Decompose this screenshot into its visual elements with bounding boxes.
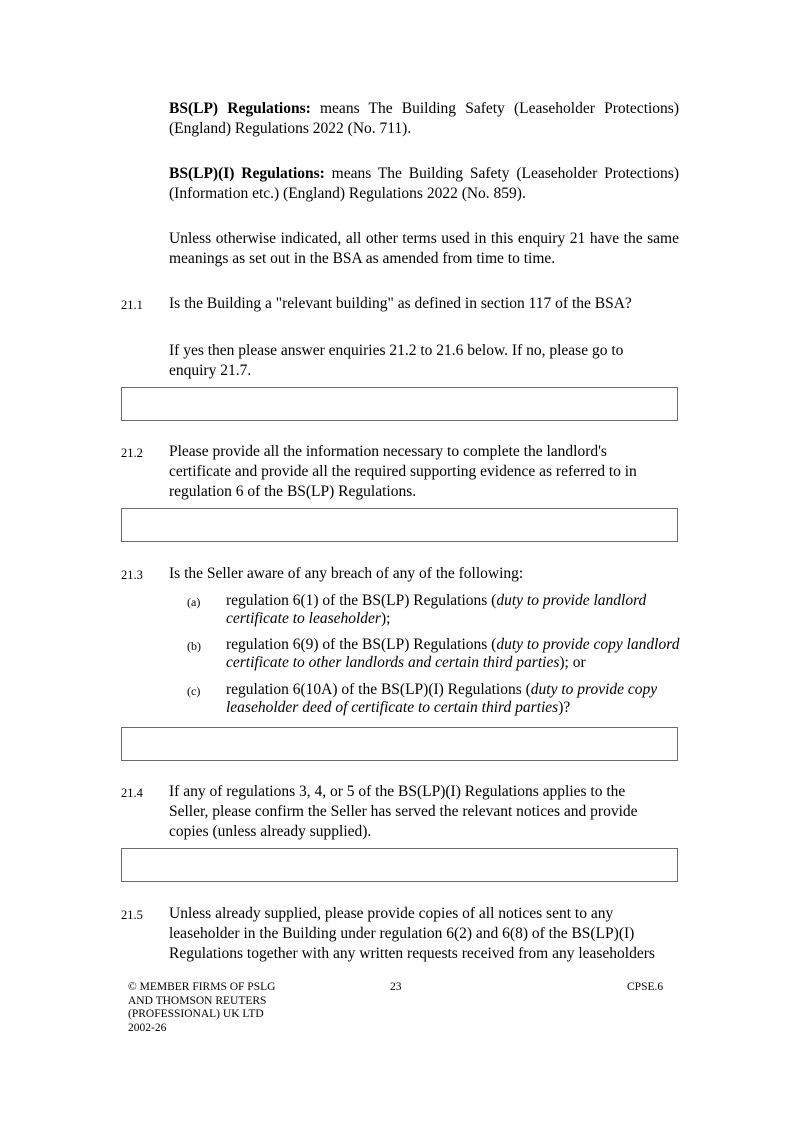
intro-paragraph: Unless otherwise indicated, all other terms used in this enquiry 21 have the same meanings as set out in the BSA as amended from time to time. <box>169 230 679 267</box>
answer-box-21-1[interactable] <box>121 387 678 421</box>
enquiry-number: 21.3 <box>121 568 143 582</box>
definition-bslpi <box>169 164 679 204</box>
answer-box-21-2[interactable] <box>121 508 678 542</box>
sub-item-letter: (a) <box>187 595 201 609</box>
sub-item-letter: (c) <box>187 684 201 698</box>
document-code: CPSE.6 <box>627 981 664 993</box>
sub-item-b: regulation 6(9) of the BS(LP) Regulations (duty to provide copy landlord certificate to other landlords and certain third parties); or <box>226 636 680 671</box>
enquiry-number: 21.1 <box>121 298 143 312</box>
sub-item-a: regulation 6(1) of the BS(LP) Regulations (duty to provide landlord certificate to leaseholder); <box>226 592 647 627</box>
enquiry-21-5-text: Unless already supplied, please provide copies of all notices sent to any leaseholder in the Building under regulation 6(2) and 6(8) of the BS(LP)(I) Regulations together with any written requests received from any leaseholders <box>169 905 655 962</box>
enquiry-number: 21.2 <box>121 446 143 460</box>
enquiry-21-1-note: If yes then please answer enquiries 21.2 to 21.6 below. If no, please go to enquiry 21.7. <box>169 342 624 379</box>
enquiry-21-4-text: If any of regulations 3, 4, or 5 of the BS(LP)(I) Regulations applies to the Seller, please confirm the Seller has served the relevant notices and provide copies (unless already supplied). <box>169 783 638 840</box>
definition-text: means The Building Safety (Leaseholder Protections) (England) Regulations 2022 (No. 711). <box>169 100 679 137</box>
sub-item-c: regulation 6(10A) of the BS(LP)(I) Regulations (duty to provide copy leaseholder deed of certificate to certain third parties)? <box>226 681 658 716</box>
footer-copyright: © MEMBER FIRMS OF PSLG AND THOMSON REUTERS (PROFESSIONAL) UK LTD 2002-26 <box>128 981 276 1034</box>
answer-box-21-3[interactable] <box>121 727 678 761</box>
page-number: 23 <box>390 981 402 993</box>
definition-term: BS(LP) Regulations: <box>169 100 311 117</box>
sub-item-letter: (b) <box>187 639 201 653</box>
definition-bslp <box>169 99 679 139</box>
enquiry-number: 21.4 <box>121 786 143 800</box>
enquiry-21-2-text: Please provide all the information necessary to complete the landlord's certificate and provide all the required supporting evidence as referred to in regulation 6 of the BS(LP) Regulations. <box>169 443 637 500</box>
definition-term: BS(LP)(I) Regulations: <box>169 165 325 182</box>
enquiry-21-3-text: Is the Seller aware of any breach of any of the following: <box>169 565 524 582</box>
enquiry-21-1-text: Is the Building a "relevant building" as defined in section 117 of the BSA? <box>169 295 632 312</box>
enquiry-number: 21.5 <box>121 908 143 922</box>
definition-text: means The Building Safety (Leaseholder Protections) (Information etc.) (England) Regulations 2022 (No. 859). <box>169 165 679 202</box>
answer-box-21-4[interactable] <box>121 848 678 882</box>
